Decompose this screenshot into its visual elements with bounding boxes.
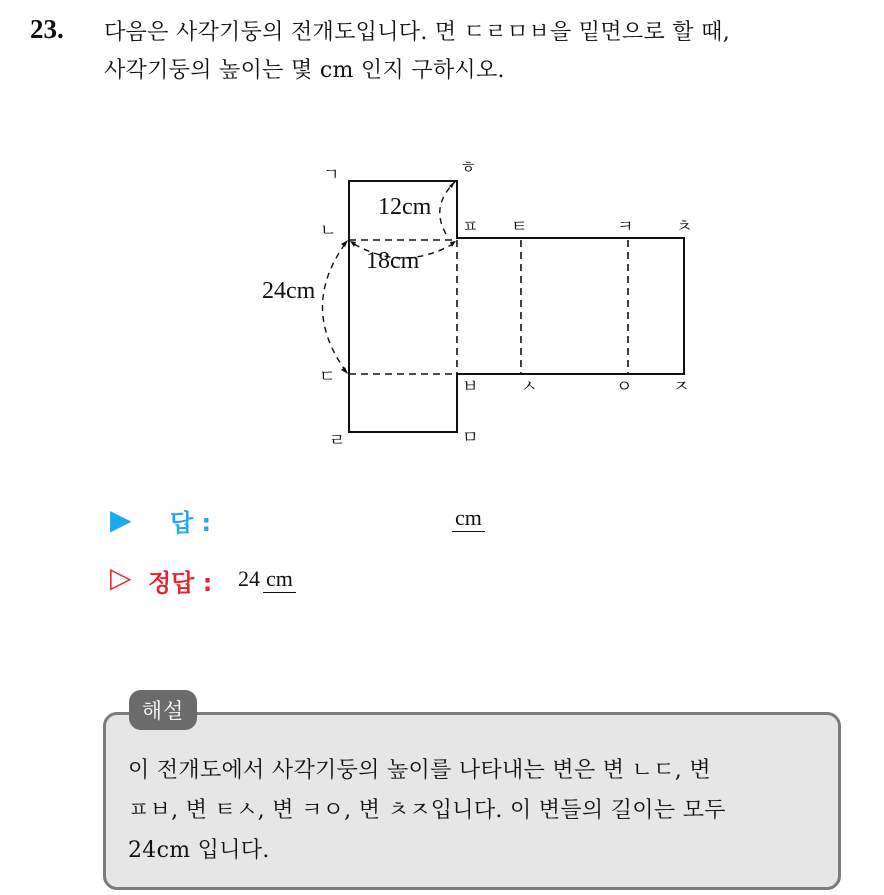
dimension-label-top: 12cm bbox=[378, 194, 432, 220]
arrowhead-side-bottom bbox=[341, 367, 348, 374]
question-text-line-1: 다음은 사각기둥의 전개도입니다. 면 ㄷㄹㅁㅂ을 밑면으로 할 때, bbox=[104, 20, 730, 45]
vertex-label-d: ㄷ bbox=[319, 367, 336, 387]
vertex-label-g: ㄱ bbox=[323, 165, 340, 185]
correct-answer-marker-icon: ▷ bbox=[110, 561, 132, 594]
correct-answer-value: 24 bbox=[238, 566, 260, 591]
dimension-label-side: 24cm bbox=[262, 278, 316, 304]
explanation-line-1: 이 전개도에서 사각기둥의 높이를 나타내는 변은 변 ㄴㄷ, 변 bbox=[128, 758, 711, 783]
arrowhead-top bbox=[449, 181, 455, 188]
question-text-line-2: 사각기둥의 높이는 몇 cm 인지 구하시오. bbox=[104, 58, 505, 83]
vertex-label-o: ㅇ bbox=[616, 377, 633, 397]
explanation-tab: 해설 bbox=[129, 690, 197, 730]
correct-answer-label: 정답 : bbox=[148, 569, 213, 597]
dim-arc-top bbox=[440, 182, 455, 234]
answer-unit: cm bbox=[452, 505, 485, 532]
dimension-label-middle: 18cm bbox=[366, 248, 420, 274]
vertex-label-m: ㅁ bbox=[462, 428, 479, 448]
answer-marker-icon: ▶ bbox=[110, 503, 132, 536]
answer-label: 답 : bbox=[170, 509, 212, 537]
vertex-label-h: ㅎ bbox=[460, 158, 477, 178]
vertex-label-p: ㅍ bbox=[462, 217, 479, 237]
vertex-label-r: ㄹ bbox=[329, 431, 346, 451]
arrowhead-mid-left bbox=[350, 241, 356, 247]
question-number: 23. bbox=[30, 14, 64, 44]
arrowhead-mid-right bbox=[450, 241, 456, 247]
vertex-label-b: ㅂ bbox=[462, 377, 479, 397]
vertex-label-k: ㅋ bbox=[617, 217, 634, 237]
explanation-line-2: ㅍㅂ, 변 ㅌㅅ, 변 ㅋㅇ, 변 ㅊㅈ입니다. 이 변들의 길이는 모두 bbox=[128, 798, 726, 823]
explanation-line-3: 24cm 입니다. bbox=[128, 838, 270, 863]
correct-answer-unit: cm bbox=[263, 566, 296, 593]
vertex-label-n: ㄴ bbox=[320, 221, 337, 241]
vertex-label-s: ㅅ bbox=[521, 377, 538, 397]
dim-arc-side bbox=[323, 244, 346, 370]
arrowhead-side-top bbox=[341, 240, 348, 247]
vertex-label-ch: ㅊ bbox=[676, 217, 693, 237]
vertex-label-j: ㅈ bbox=[673, 377, 690, 397]
vertex-label-t: ㅌ bbox=[511, 217, 528, 237]
explanation-box bbox=[103, 712, 841, 890]
